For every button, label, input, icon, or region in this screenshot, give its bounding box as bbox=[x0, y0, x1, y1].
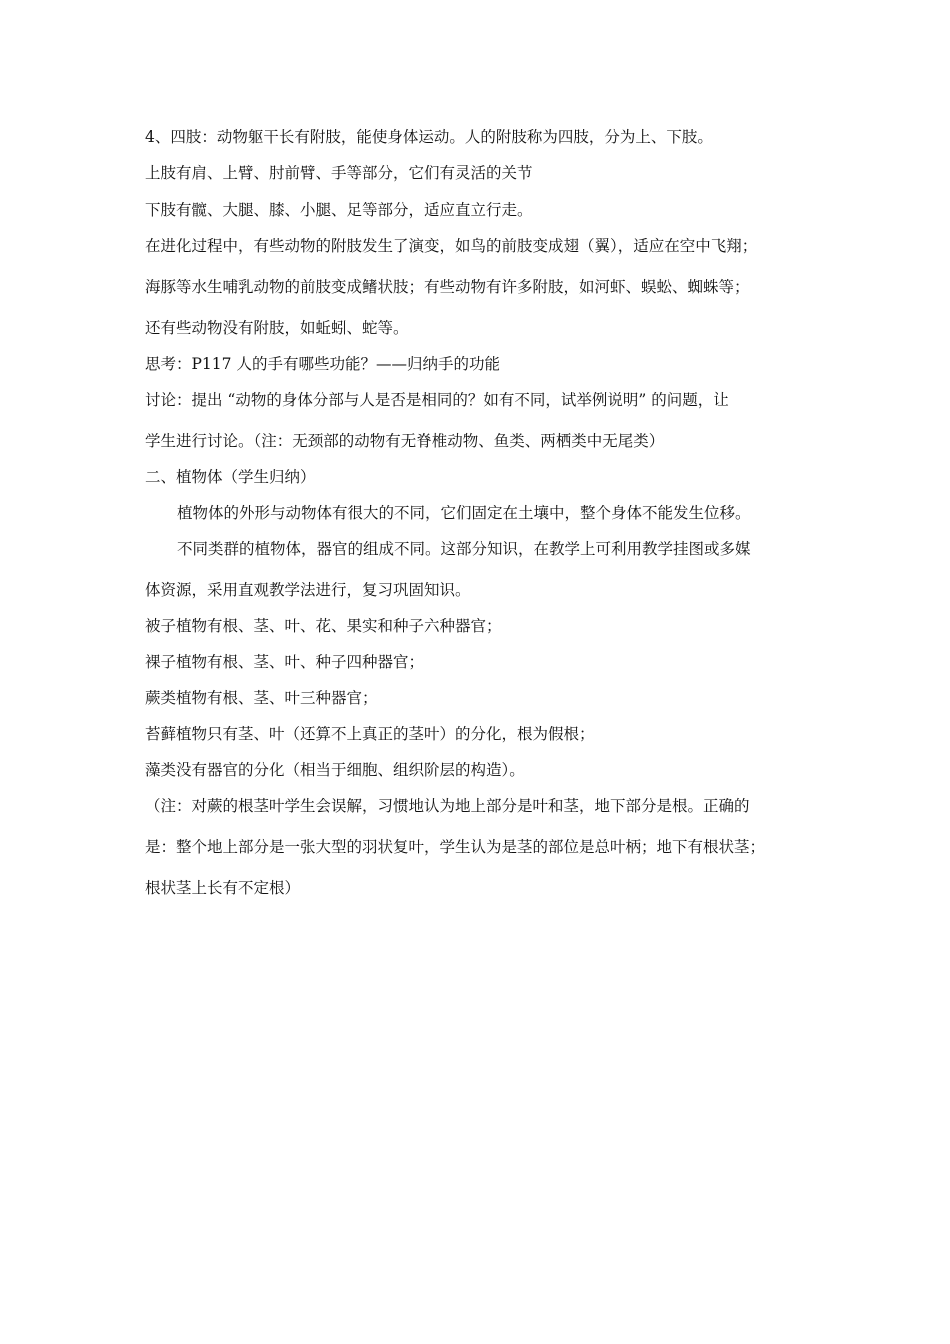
paragraph-plant-groups-line-1: 不同类群的植物体，器官的组成不同。这部分知识，在教学上可利用教学挂图或多媒 bbox=[177, 540, 751, 558]
paragraph-discussion-line-1: 讨论：提出 “动物的身体分部与人是否是相同的？如有不同，试举例说明” 的问题，让 bbox=[145, 391, 729, 409]
list-item-algae: 藻类没有器官的分化（相当于细胞、组织阶层的构造）。 bbox=[145, 761, 525, 779]
note-fern-line-3: 根状茎上长有不定根） bbox=[145, 879, 301, 897]
paragraph-discussion-line-2: 学生进行讨论。（注：无颈部的动物有无脊椎动物、鱼类、两栖类中无尾类） bbox=[145, 432, 665, 450]
list-item-fern: 蕨类植物有根、茎、叶三种器官； bbox=[145, 689, 378, 707]
paragraph-evolution-line-2: 海豚等水生哺乳动物的前肢变成鳍状肢；有些动物有许多附肢，如河虾、蜈蚣、蜘蛛等； bbox=[145, 278, 750, 296]
list-item-gymnosperm: 裸子植物有根、茎、叶、种子四种器官； bbox=[145, 653, 425, 671]
paragraph-plant-groups-line-2: 体资源，采用直观教学法进行，复习巩固知识。 bbox=[145, 581, 471, 599]
paragraph-think: 思考：P117 人的手有哪些功能？——归纳手的功能 bbox=[145, 355, 500, 373]
paragraph-limbs-intro: 4、四肢：动物躯干长有附肢，能使身体运动。人的附肢称为四肢，分为上、下肢。 bbox=[145, 128, 713, 146]
list-item-angiosperm: 被子植物有根、茎、叶、花、果实和种子六种器官； bbox=[145, 617, 502, 635]
paragraph-upper-limb: 上肢有肩、上臂、肘前臂、手等部分，它们有灵活的关节 bbox=[145, 164, 533, 182]
paragraph-evolution-line-3: 还有些动物没有附肢，如蚯蚓、蛇等。 bbox=[145, 319, 409, 337]
list-item-moss: 苔藓植物只有茎、叶（还算不上真正的茎叶）的分化，根为假根； bbox=[145, 725, 595, 743]
paragraph-evolution-line-1: 在进化过程中，有些动物的附肢发生了演变，如鸟的前肢变成翅（翼），适应在空中飞翔； bbox=[145, 237, 758, 255]
note-fern-line-1: （注：对蕨的根茎叶学生会误解，习惯地认为地上部分是叶和茎，地下部分是根。正确的 bbox=[145, 797, 750, 815]
note-fern-line-2: 是：整个地上部分是一张大型的羽状复叶，学生认为是茎的部位是总叶柄；地下有根状茎； bbox=[145, 838, 766, 856]
section-heading-plant: 二、植物体（学生归纳） bbox=[145, 468, 316, 486]
paragraph-plant-shape: 植物体的外形与动物体有很大的不同，它们固定在土壤中，整个身体不能发生位移。 bbox=[177, 504, 751, 522]
paragraph-lower-limb: 下肢有髋、大腿、膝、小腿、足等部分，适应直立行走。 bbox=[145, 201, 533, 219]
